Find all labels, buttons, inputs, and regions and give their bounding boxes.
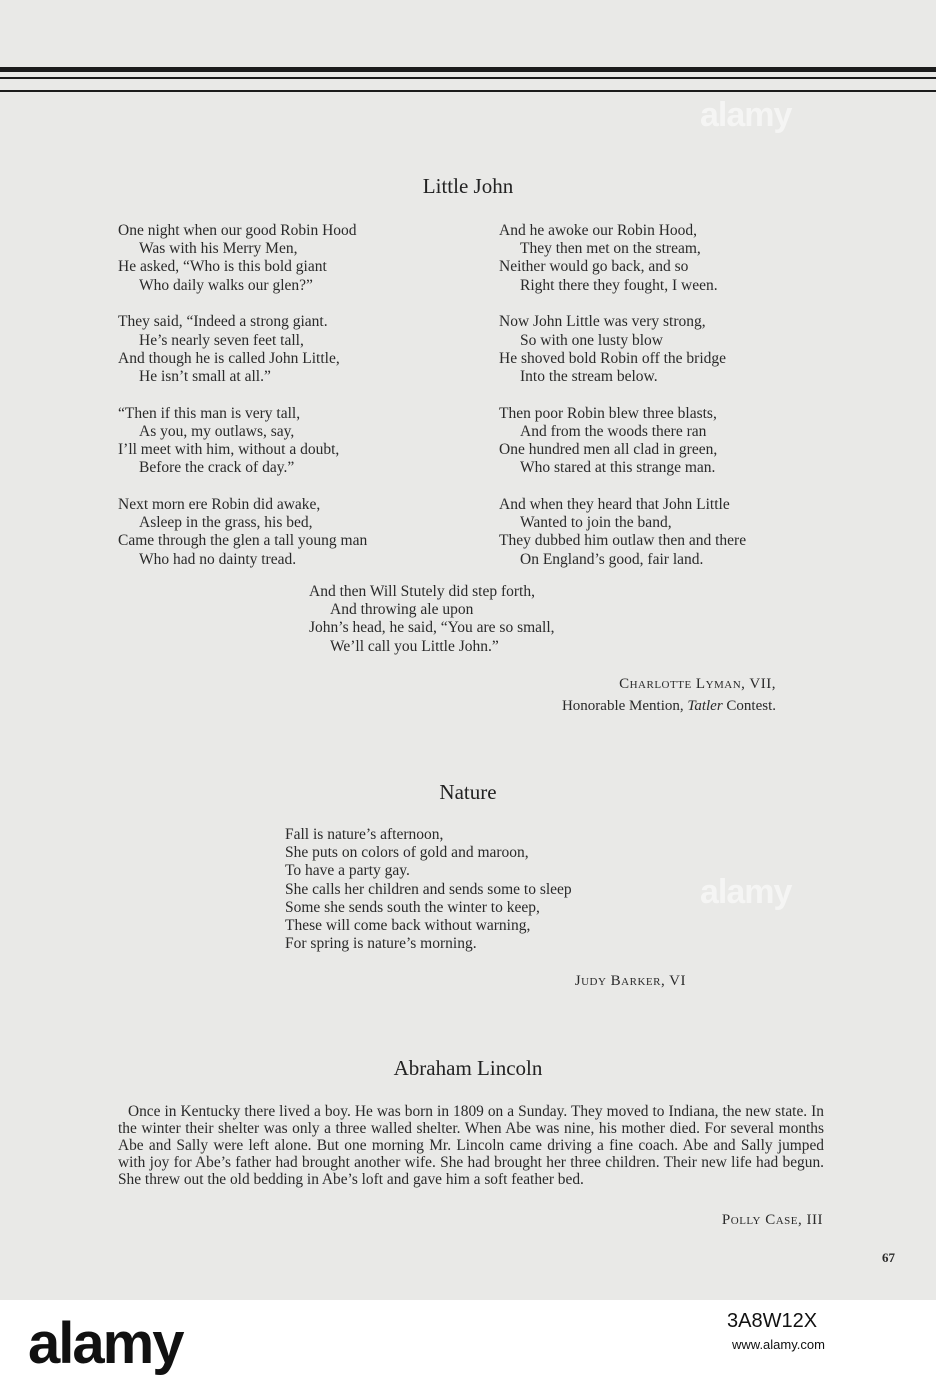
little-john-right-column (499, 222, 746, 569)
poem-line: Fall is nature’s afternoon, (285, 826, 444, 843)
stanza (499, 313, 746, 386)
poem-line: Some she sends south the winter to keep, (285, 898, 540, 916)
poem-line: These will come back without warning, (285, 917, 531, 935)
stanza (499, 222, 746, 295)
poem-line: He isn’t small at all.” (139, 367, 271, 385)
header-rule-lower (0, 90, 936, 92)
poem-line: Asleep in the grass, his bed, (139, 514, 313, 532)
watermark-overlay: alamy (700, 96, 792, 134)
poem-line: And then Will Stutely did step forth, (309, 583, 535, 600)
nature-author: Judy Barker, VI (574, 973, 686, 989)
poem-line: Then poor Robin blew three blasts, (499, 404, 717, 422)
stanza (118, 222, 367, 295)
little-john-title: Little John (422, 174, 514, 198)
poem-line: Now John Little was very strong, (499, 313, 706, 331)
nature-title: Nature (439, 780, 497, 804)
honor-suffix: Contest. (726, 698, 776, 714)
poem-line: Who had no dainty tread. (139, 550, 297, 568)
alamy-logo: alamy (28, 1311, 183, 1376)
poem-line: He shoved bold Robin off the bridge (499, 349, 727, 367)
honor-prefix: Honorable Mention, (561, 698, 684, 714)
poem-line: And he awoke our Robin Hood, (499, 222, 698, 239)
image-id: 3A8W12X (727, 1310, 818, 1332)
poem-line: She puts on colors of gold and maroon, (285, 844, 529, 862)
poem-line: And throwing ale upon (330, 601, 474, 619)
poem-line: One night when our good Robin Hood (118, 222, 357, 239)
author-name: Charlotte Lyman, VII, (619, 676, 776, 692)
poem-line: He asked, “Who is this bold giant (118, 258, 327, 276)
poem-line: Who daily walks our glen?” (139, 276, 313, 294)
poem-line: And though he is called John Little, (118, 349, 340, 367)
header-rule-thick (0, 67, 936, 72)
poem-line: On England’s good, fair land. (520, 550, 704, 568)
stanza (118, 405, 367, 478)
lincoln-author: Polly Case, III (721, 1212, 823, 1228)
poem-line: And when they heard that John Little (499, 495, 730, 513)
stanza (499, 496, 746, 569)
stanza (118, 313, 367, 386)
poem-line: He’s nearly seven feet tall, (139, 331, 304, 349)
poem-line: John’s head, he said, “You are so small, (309, 619, 555, 637)
watermark-overlay: alamy (700, 873, 792, 911)
poem-line: She calls her children and sends some to sleep (285, 880, 572, 898)
page-number: 67 (882, 1250, 895, 1265)
poem-line: One hundred men all clad in green, (499, 441, 718, 459)
poem-line: For spring is nature’s morning. (285, 935, 477, 953)
poem-line: We’ll call you Little John.” (330, 637, 499, 655)
stanza (499, 405, 746, 478)
poem-line: To have a party gay. (285, 862, 410, 880)
poem-line: Into the stream below. (520, 367, 658, 385)
poem-line: As you, my outlaws, say, (139, 422, 295, 440)
poem-line: Was with his Merry Men, (139, 240, 298, 258)
poem-line: They then met on the stream, (520, 240, 701, 258)
source-url: www.alamy.com (732, 1337, 825, 1352)
poem-line: And from the woods there ran (520, 422, 707, 440)
poem-line: They said, “Indeed a strong giant. (118, 313, 328, 331)
poem-line: Who stared at this strange man. (520, 459, 716, 477)
nature-poem (285, 826, 572, 953)
honor-note (562, 695, 776, 717)
little-john-byline (562, 673, 776, 717)
lincoln-paragraph: Once in Kentucky there lived a boy. He was born in 1809 on a Sunday. They moved to Indiana, the new state. In the winter their shelter was only a three walled shelter. When Abe was nine, his mother died. For several months Abe and Sally were left alone. But one morning Mr. Lincoln came driving a fine coach. Abe and Sally jumped with joy for Abe’s father had brought another wife. She had brought her three children. Their new life had begun. She threw out the old bedding in Abe’s loft and gave him a soft feather bed. (118, 1103, 824, 1188)
poem-line: They dubbed him outlaw then and there (499, 532, 747, 550)
watermark-footer (0, 1300, 936, 1390)
stanza (118, 496, 367, 569)
lincoln-title: Abraham Lincoln (393, 1056, 543, 1080)
little-john-final-stanza (309, 583, 555, 656)
poem-line: Next morn ere Robin did awake, (118, 495, 321, 513)
honor-publication: Tatler (687, 698, 723, 714)
poem-line: So with one lusty blow (520, 331, 663, 349)
poem-line: Wanted to join the band, (520, 514, 672, 532)
poem-line: Before the crack of day.” (139, 459, 295, 477)
poem-line: Right there they fought, I ween. (520, 276, 718, 294)
poem-line: “Then if this man is very tall, (118, 404, 301, 422)
header-rule-thin (0, 77, 936, 79)
poem-line: Neither would go back, and so (499, 258, 689, 276)
poem-line: Came through the glen a tall young man (118, 532, 368, 550)
little-john-left-column (118, 222, 367, 569)
poem-line: I’ll meet with him, without a doubt, (118, 441, 340, 459)
